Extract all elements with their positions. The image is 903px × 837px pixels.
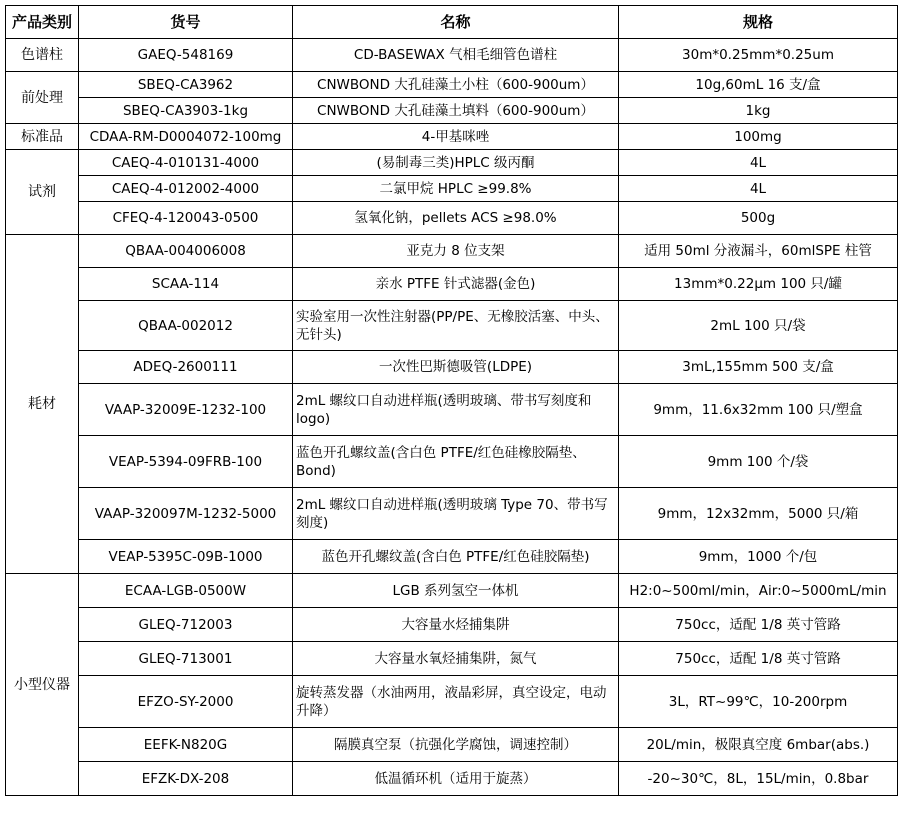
category-cell: 标准品	[6, 124, 79, 150]
table-row	[6, 268, 898, 301]
category-cell: 色谱柱	[6, 39, 79, 72]
table-row	[6, 676, 898, 728]
code-cell: GAEQ-548169	[79, 39, 293, 72]
code-cell: EEFK-N820G	[79, 728, 293, 762]
table-row	[6, 436, 898, 488]
name-cell: 4-甲基咪唑	[293, 124, 619, 150]
code-cell: CFEQ-4-120043-0500	[79, 202, 293, 235]
name-cell: (易制毒三类)HPLC 级丙酮	[293, 150, 619, 176]
code-cell: GLEQ-713001	[79, 642, 293, 676]
name-cell: 实验室用一次性注射器(PP/PE、无橡胶活塞、中头、无针头)	[293, 301, 619, 351]
header-name: 名称	[293, 6, 619, 39]
spec-cell: 9mm 100 个/袋	[619, 436, 898, 488]
header-row	[6, 6, 898, 39]
code-cell: EFZK-DX-208	[79, 762, 293, 796]
table-row	[6, 608, 898, 642]
name-cell: 二氯甲烷 HPLC ≥99.8%	[293, 176, 619, 202]
spec-cell: 100mg	[619, 124, 898, 150]
product-table	[5, 5, 898, 796]
code-cell: EFZO-SY-2000	[79, 676, 293, 728]
code-cell: VEAP-5394-09FRB-100	[79, 436, 293, 488]
spec-cell: 10g,60mL 16 支/盒	[619, 72, 898, 98]
table-row	[6, 642, 898, 676]
name-cell: 2mL 螺纹口自动进样瓶(透明玻璃、带书写刻度和 logo)	[293, 384, 619, 436]
spec-cell: 9mm，11.6x32mm 100 只/塑盒	[619, 384, 898, 436]
code-cell: QBAA-002012	[79, 301, 293, 351]
name-cell: 氢氧化钠，pellets ACS ≥98.0%	[293, 202, 619, 235]
table-row	[6, 124, 898, 150]
spec-cell: -20~30℃，8L，15L/min，0.8bar	[619, 762, 898, 796]
table-row	[6, 235, 898, 268]
name-cell: 旋转蒸发器（水油两用，液晶彩屏，真空设定，电动升降）	[293, 676, 619, 728]
table-row	[6, 202, 898, 235]
name-cell: CNWBOND 大孔硅藻土填料（600-900um）	[293, 98, 619, 124]
spec-cell: 9mm，12x32mm，5000 只/箱	[619, 488, 898, 540]
category-cell: 试剂	[6, 150, 79, 235]
table-row	[6, 39, 898, 72]
name-cell: 蓝色开孔螺纹盖(含白色 PTFE/红色硅橡胶隔垫、Bond)	[293, 436, 619, 488]
name-cell: 蓝色开孔螺纹盖(含白色 PTFE/红色硅胶隔垫)	[293, 540, 619, 574]
name-cell: CD-BASEWAX 气相毛细管色谱柱	[293, 39, 619, 72]
table-row	[6, 98, 898, 124]
spec-cell: 750cc，适配 1/8 英寸管路	[619, 608, 898, 642]
spec-cell: 3mL,155mm 500 支/盒	[619, 351, 898, 384]
code-cell: CAEQ-4-010131-4000	[79, 150, 293, 176]
table-row	[6, 384, 898, 436]
table-row	[6, 762, 898, 796]
table-row	[6, 540, 898, 574]
spec-cell: H2:0~500ml/min，Air:0~5000mL/min	[619, 574, 898, 608]
code-cell: SBEQ-CA3962	[79, 72, 293, 98]
spec-cell: 750cc，适配 1/8 英寸管路	[619, 642, 898, 676]
table-row	[6, 488, 898, 540]
table-row	[6, 176, 898, 202]
name-cell: 大容量水氧烃捕集阱，氮气	[293, 642, 619, 676]
category-cell: 前处理	[6, 72, 79, 124]
code-cell: CDAA-RM-D0004072-100mg	[79, 124, 293, 150]
code-cell: CAEQ-4-012002-4000	[79, 176, 293, 202]
code-cell: VEAP-5395C-09B-1000	[79, 540, 293, 574]
spec-cell: 30m*0.25mm*0.25um	[619, 39, 898, 72]
name-cell: LGB 系列氢空一体机	[293, 574, 619, 608]
table-row	[6, 728, 898, 762]
code-cell: ECAA-LGB-0500W	[79, 574, 293, 608]
spec-cell: 4L	[619, 150, 898, 176]
code-cell: SCAA-114	[79, 268, 293, 301]
header-spec: 规格	[619, 6, 898, 39]
spec-cell: 9mm，1000 个/包	[619, 540, 898, 574]
name-cell: 低温循环机（适用于旋蒸）	[293, 762, 619, 796]
spec-cell: 4L	[619, 176, 898, 202]
category-cell: 小型仪器	[6, 574, 79, 796]
code-cell: GLEQ-712003	[79, 608, 293, 642]
name-cell: CNWBOND 大孔硅藻土小柱（600-900um）	[293, 72, 619, 98]
table-row	[6, 574, 898, 608]
spec-cell: 3L，RT~99℃，10-200rpm	[619, 676, 898, 728]
name-cell: 大容量水烃捕集阱	[293, 608, 619, 642]
name-cell: 亚克力 8 位支架	[293, 235, 619, 268]
spec-cell: 1kg	[619, 98, 898, 124]
name-cell: 隔膜真空泵（抗强化学腐蚀，调速控制）	[293, 728, 619, 762]
name-cell: 2mL 螺纹口自动进样瓶(透明玻璃 Type 70、带书写刻度)	[293, 488, 619, 540]
table-row	[6, 150, 898, 176]
table-row	[6, 301, 898, 351]
spec-cell: 2mL 100 只/袋	[619, 301, 898, 351]
name-cell: 一次性巴斯德吸管(LDPE)	[293, 351, 619, 384]
table-row	[6, 72, 898, 98]
spec-cell: 13mm*0.22μm 100 只/罐	[619, 268, 898, 301]
category-cell: 耗材	[6, 235, 79, 574]
spec-cell: 适用 50ml 分液漏斗，60mlSPE 柱管	[619, 235, 898, 268]
header-code: 货号	[79, 6, 293, 39]
code-cell: SBEQ-CA3903-1kg	[79, 98, 293, 124]
table-row	[6, 351, 898, 384]
spec-cell: 500g	[619, 202, 898, 235]
header-category: 产品类别	[6, 6, 79, 39]
name-cell: 亲水 PTFE 针式滤器(金色)	[293, 268, 619, 301]
code-cell: QBAA-004006008	[79, 235, 293, 268]
code-cell: ADEQ-2600111	[79, 351, 293, 384]
spec-cell: 20L/min，极限真空度 6mbar(abs.)	[619, 728, 898, 762]
code-cell: VAAP-320097M-1232-5000	[79, 488, 293, 540]
code-cell: VAAP-32009E-1232-100	[79, 384, 293, 436]
